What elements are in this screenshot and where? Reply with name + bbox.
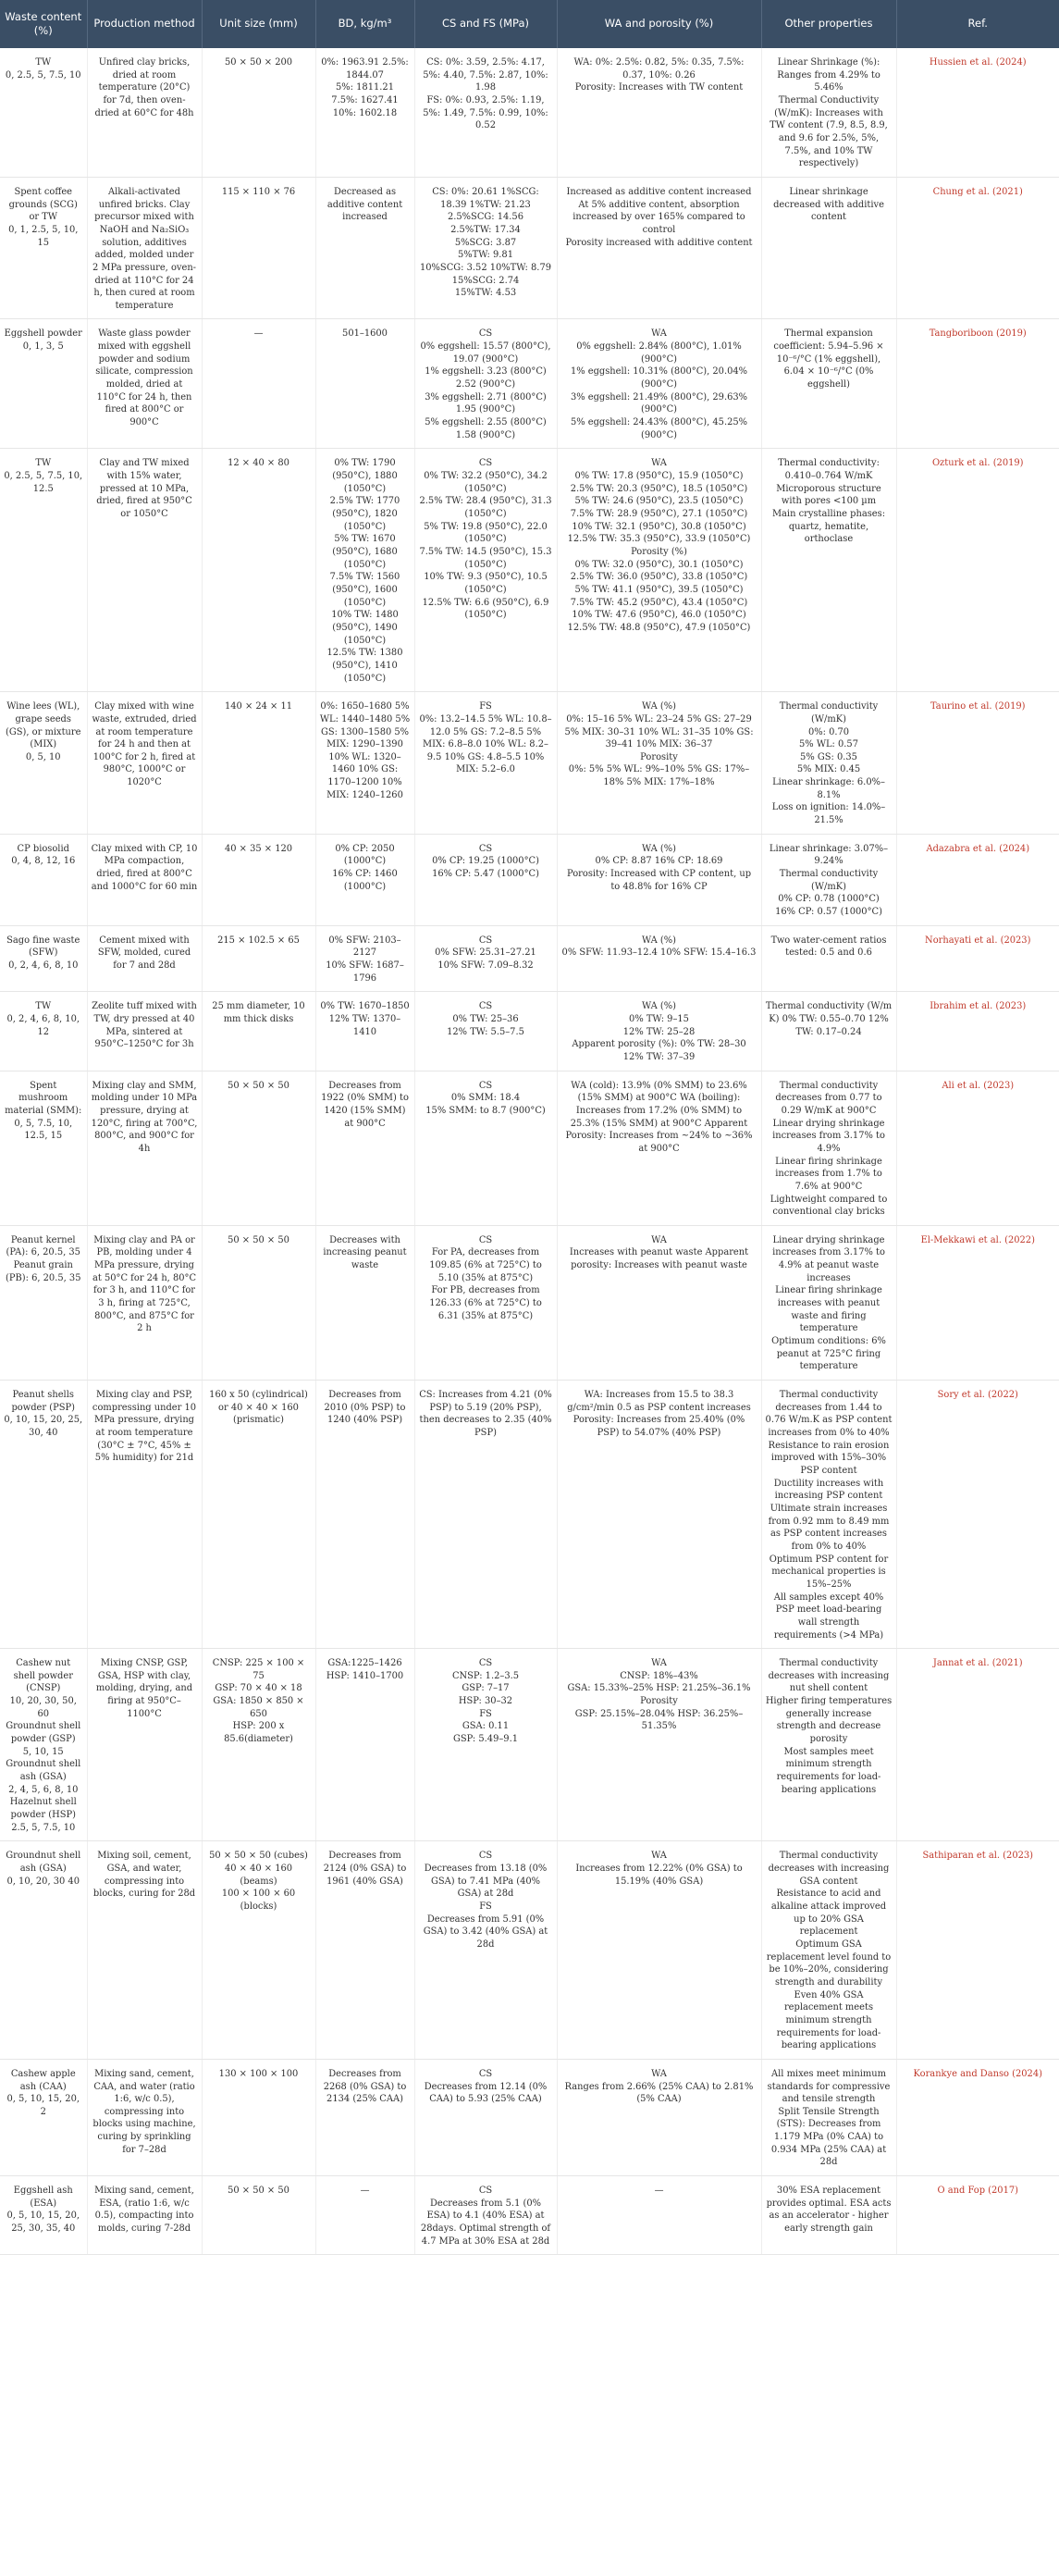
table-row: [0, 1841, 1059, 2060]
cell-production-method: Alkali-activated unfired bricks. Clay precursor mixed with NaOH and Na₂SiO₃ solution, additives added, molded under 2 MPa pressure, oven-dried at 110°C for 24 h, then cured at room temperature: [87, 177, 202, 319]
cell-production-method: Mixing sand, cement, CAA, and water (ratio 1:6, w/c 0.5), compressing into blocks using machine, curing by sprinkling for 7–28d: [87, 2059, 202, 2175]
cell-unit-size: 215 × 102.5 × 65: [202, 925, 315, 992]
cell-bulk-density: Decreased as additive content increased: [315, 177, 414, 319]
cell-production-method: Mixing sand, cement, ESA, (ratio 1:6, w/c 0.5), compacting into molds, curing 7-28d: [87, 2176, 202, 2255]
cell-unit-size: 50 × 50 × 50 (cubes) 40 × 40 × 160 (beams) 100 × 100 × 60 (blocks): [202, 1841, 315, 2060]
cell-wa-porosity: WA 0% eggshell: 2.84% (800°C), 1.01% (900°C) 1% eggshell: 10.31% (800°C), 20.04% (900°C) 3% eggshell: 21.49% (800°C), 29.63% (900°C) 5% eggshell: 24.43% (800°C), 45.25% (900°C): [557, 319, 761, 449]
table-row: [0, 449, 1059, 692]
cell-waste-content: Peanut kernel (PA): 6, 20.5, 35 Peanut grain (PB): 6, 20.5, 35: [0, 1225, 87, 1380]
cell-other-properties: Two water-cement ratios tested: 0.5 and 0.6: [761, 925, 896, 992]
cell-wa-porosity: WA: Increases from 15.5 to 38.3 g/cm²/min 0.5 as PSP content increases Porosity: Increases from 25.40% (0% PSP) to 54.07% (40% PSP): [557, 1381, 761, 1649]
cell-waste-content: TW 0, 2, 4, 6, 8, 10, 12: [0, 992, 87, 1071]
cell-unit-size: 25 mm diameter, 10 mm thick disks: [202, 992, 315, 1071]
cell-reference-link[interactable]: El-Mekkawi et al. (2022): [896, 1225, 1059, 1380]
cell-production-method: Mixing clay and SMM, molding under 10 MPa pressure, drying at 120°C, firing at 700°C, 800°C, and 900°C for 4h: [87, 1071, 202, 1225]
cell-bulk-density: 501–1600: [315, 319, 414, 449]
cell-cs-fs: CS 0% CP: 19.25 (1000°C) 16% CP: 5.47 (1000°C): [414, 834, 557, 925]
cell-waste-content: Cashew nut shell powder (CNSP) 10, 20, 30, 50, 60 Groundnut shell powder (GSP) 5, 10, 15 Groundnut shell ash (GSA) 2, 4, 5, 6, 8, 10 Hazelnut shell powder (HSP) 2.5, 5, 7.5, 10: [0, 1649, 87, 1841]
cell-other-properties: Thermal conductivity decreases from 1.44 to 0.76 W/m.K as PSP content increases from 0% to 40% Resistance to rain erosion improved with 15%–30% PSP content Ductility increases with increasing PSP content Ultimate strain increases from 0.92 mm to 8.49 mm as PSP content increases from 0% to 40% Optimum PSP content for mechanical properties is 15%–25% All samples except 40% PSP meet load-bearing wall strength requirements (>4 MPa): [761, 1381, 896, 1649]
cell-wa-porosity: WA CNSP: 18%–43% GSA: 15.33%–25% HSP: 21.25%–36.1% Porosity GSP: 25.15%–28.04% HSP: 36.25%–51.35%: [557, 1649, 761, 1841]
cell-bulk-density: 0%: 1650–1680 5% WL: 1440–1480 5% GS: 1300–1580 5% MIX: 1290–1390 10% WL: 1320–1460 10% GS: 1170–1200 10% MIX: 1240–1260: [315, 692, 414, 835]
cell-cs-fs: CS For PA, decreases from 109.85 (6% at 725°C) to 5.10 (35% at 875°C) For PB, decreases from 126.33 (6% at 725°C) to 6.31 (35% at 875°C): [414, 1225, 557, 1380]
cell-bulk-density: 0%: 1963.91 2.5%: 1844.07 5%: 1811.21 7.5%: 1627.41 10%: 1602.18: [315, 48, 414, 177]
cell-unit-size: 50 × 50 × 50: [202, 1071, 315, 1225]
table-row: [0, 834, 1059, 925]
cell-wa-porosity: WA Increases with peanut waste Apparent porosity: Increases with peanut waste: [557, 1225, 761, 1380]
cell-production-method: Zeolite tuff mixed with TW, dry pressed at 40 MPa, sintered at 950°C–1250°C for 3h: [87, 992, 202, 1071]
cell-other-properties: 30% ESA replacement provides optimal. ESA acts as an accelerator - higher early strength gain: [761, 2176, 896, 2255]
header-wa-porosity: WA and porosity (%): [557, 0, 761, 48]
header-reference: Ref.: [896, 0, 1059, 48]
cell-waste-content: Eggshell ash (ESA) 0, 5, 10, 15, 20, 25, 30, 35, 40: [0, 2176, 87, 2255]
cell-cs-fs: CS: 0%: 20.61 1%SCG: 18.39 1%TW: 21.23 2.5%SCG: 14.56 2.5%TW: 17.34 5%SCG: 3.87 5%TW: 9.81 10%SCG: 3.52 10%TW: 8.79 15%SCG: 2.74 15%TW: 4.53: [414, 177, 557, 319]
header-waste-content: Waste content (%): [0, 0, 87, 48]
table-row: [0, 1649, 1059, 1841]
cell-bulk-density: Decreases with increasing peanut waste: [315, 1225, 414, 1380]
cell-reference-link[interactable]: Ibrahim et al. (2023): [896, 992, 1059, 1071]
cell-production-method: Clay and TW mixed with 15% water, pressed at 10 MPa, dried, fired at 950°C or 1050°C: [87, 449, 202, 692]
cell-wa-porosity: WA (cold): 13.9% (0% SMM) to 23.6% (15% SMM) at 900°C WA (boiling): Increases from 17.2% (0% SMM) to 25.3% (15% SMM) at 900°C Apparent Porosity: Increases from ~24% to ~36% at 900°C: [557, 1071, 761, 1225]
table-body: [0, 48, 1059, 2255]
cell-waste-content: Spent mushroom material (SMM): 0, 5, 7.5, 10, 12.5, 15: [0, 1071, 87, 1225]
cell-waste-content: Peanut shells powder (PSP) 0, 10, 15, 20, 25, 30, 40: [0, 1381, 87, 1649]
cell-reference-link[interactable]: Norhayati et al. (2023): [896, 925, 1059, 992]
cell-waste-content: Groundnut shell ash (GSA) 0, 10, 20, 30 40: [0, 1841, 87, 2060]
cell-waste-content: Cashew apple ash (CAA) 0, 5, 10, 15, 20, 2: [0, 2059, 87, 2175]
table-row: [0, 319, 1059, 449]
cell-bulk-density: Decreases from 2124 (0% GSA) to 1961 (40% GSA): [315, 1841, 414, 2060]
cell-other-properties: Thermal conductivity decreases with increasing nut shell content Higher firing temperatures generally increase strength and decrease porosity Most samples meet minimum strength requirements for load-bearing applications: [761, 1649, 896, 1841]
cell-bulk-density: 0% TW: 1790 (950°C), 1880 (1050°C) 2.5% TW: 1770 (950°C), 1820 (1050°C) 5% TW: 1670 (950°C), 1680 (1050°C) 7.5% TW: 1560 (950°C), 1600 (1050°C) 10% TW: 1480 (950°C), 1490 (1050°C) 12.5% TW: 1380 (950°C), 1410 (1050°C): [315, 449, 414, 692]
cell-reference-link[interactable]: Ali et al. (2023): [896, 1071, 1059, 1225]
table-row: [0, 992, 1059, 1071]
cell-unit-size: 40 × 35 × 120: [202, 834, 315, 925]
cell-production-method: Clay mixed with CP, 10 MPa compaction, dried, fired at 800°C and 1000°C for 60 min: [87, 834, 202, 925]
cell-other-properties: Thermal conductivity decreases from 0.77 to 0.29 W/mK at 900°C Linear drying shrinkage increases from 3.17% to 4.9% Linear firing shrinkage increases from 1.7% to 7.6% at 900°C Lightweight compared to conventional clay bricks: [761, 1071, 896, 1225]
cell-reference-link[interactable]: Ozturk et al. (2019): [896, 449, 1059, 692]
cell-wa-porosity: WA Ranges from 2.66% (25% CAA) to 2.81% (5% CAA): [557, 2059, 761, 2175]
cell-waste-content: Spent coffee grounds (SCG) or TW 0, 1, 2.5, 5, 10, 15: [0, 177, 87, 319]
cell-production-method: Cement mixed with SFW, molded, cured for 7 and 28d: [87, 925, 202, 992]
cell-wa-porosity: WA: 0%: 2.5%: 0.82, 5%: 0.35, 7.5%: 0.37, 10%: 0.26 Porosity: Increases with TW content: [557, 48, 761, 177]
header-bulk-density: BD, kg/m³: [315, 0, 414, 48]
table-row: [0, 1225, 1059, 1380]
cell-wa-porosity: WA (%) 0% TW: 9–15 12% TW: 25–28 Apparent porosity (%): 0% TW: 28–30 12% TW: 37–39: [557, 992, 761, 1071]
cell-wa-porosity: WA Increases from 12.22% (0% GSA) to 15.19% (40% GSA): [557, 1841, 761, 2060]
cell-other-properties: Thermal conductivity (W/m K) 0% TW: 0.55–0.70 12% TW: 0.17–0.24: [761, 992, 896, 1071]
cell-reference-link[interactable]: Chung et al. (2021): [896, 177, 1059, 319]
cell-wa-porosity: WA 0% TW: 17.8 (950°C), 15.9 (1050°C) 2.5% TW: 20.3 (950°C), 18.5 (1050°C) 5% TW: 24.6 (950°C), 23.5 (1050°C) 7.5% TW: 28.9 (950°C), 27.1 (1050°C) 10% TW: 32.1 (950°C), 30.8 (1050°C) 12.5% TW: 35.3 (950°C), 33.9 (1050°C) Porosity (%) 0% TW: 32.0 (950°C), 30.1 (1050°C) 2.5% TW: 36.0 (950°C), 33.8 (1050°C) 5% TW: 41.1 (950°C), 39.5 (1050°C) 7.5% TW: 45.2 (950°C), 43.4 (1050°C) 10% TW: 47.6 (950°C), 46.0 (1050°C) 12.5% TW: 48.8 (950°C), 47.9 (1050°C): [557, 449, 761, 692]
cell-reference-link[interactable]: Jannat et al. (2021): [896, 1649, 1059, 1841]
header-cs-fs: CS and FS (MPa): [414, 0, 557, 48]
cell-cs-fs: CS 0% SMM: 18.4 15% SMM: to 8.7 (900°C): [414, 1071, 557, 1225]
table-row: [0, 692, 1059, 835]
table-row: [0, 1071, 1059, 1225]
cell-other-properties: Thermal conductivity decreases with increasing GSA content Resistance to acid and alkaline attack improved up to 20% GSA replacement Optimum GSA replacement level found to be 10%–20%, considering strength and durability Even 40% GSA replacement meets minimum strength requirements for load-bearing applications: [761, 1841, 896, 2060]
cell-wa-porosity: —: [557, 2176, 761, 2255]
cell-other-properties: Thermal expansion coefficient: 5.94–5.96 × 10⁻⁶/°C (1% eggshell), 6.04 × 10⁻⁶/°C (0% eggshell): [761, 319, 896, 449]
cell-unit-size: 50 × 50 × 50: [202, 2176, 315, 2255]
cell-cs-fs: CS Decreases from 5.1 (0% ESA) to 4.1 (40% ESA) at 28days. Optimal strength of 4.7 MPa at 30% ESA at 28d: [414, 2176, 557, 2255]
table-row: [0, 48, 1059, 177]
cell-bulk-density: 0% SFW: 2103–2127 10% SFW: 1687–1796: [315, 925, 414, 992]
cell-production-method: Mixing clay and PA or PB, molding under 4 MPa pressure, drying at 50°C for 24 h, 80°C for 3 h, and 110°C for 3 h, firing at 725°C, 800°C, and 875°C for 2 h: [87, 1225, 202, 1380]
cell-reference-link[interactable]: Tangboriboon (2019): [896, 319, 1059, 449]
cell-bulk-density: GSA:1225–1426 HSP: 1410–1700: [315, 1649, 414, 1841]
cell-bulk-density: Decreases from 2268 (0% GSA) to 2134 (25% CAA): [315, 2059, 414, 2175]
cell-unit-size: 140 × 24 × 11: [202, 692, 315, 835]
cell-cs-fs: CS 0% SFW: 25.31–27.21 10% SFW: 7.09–8.32: [414, 925, 557, 992]
cell-cs-fs: CS: Increases from 4.21 (0% PSP) to 5.19 (20% PSP), then decreases to 2.35 (40% PSP): [414, 1381, 557, 1649]
cell-bulk-density: 0% CP: 2050 (1000°C) 16% CP: 1460 (1000°C): [315, 834, 414, 925]
cell-unit-size: 115 × 110 × 76: [202, 177, 315, 319]
cell-waste-content: Wine lees (WL), grape seeds (GS), or mixture (MIX) 0, 5, 10: [0, 692, 87, 835]
cell-waste-content: TW 0, 2.5, 5, 7.5, 10: [0, 48, 87, 177]
header-other-properties: Other properties: [761, 0, 896, 48]
cell-unit-size: 160 x 50 (cylindrical) or 40 × 40 × 160 (prismatic): [202, 1381, 315, 1649]
cell-wa-porosity: WA (%) 0% SFW: 11.93–12.4 10% SFW: 15.4–16.3: [557, 925, 761, 992]
cell-production-method: Mixing soil, cement, GSA, and water, compressing into blocks, curing for 28d: [87, 1841, 202, 2060]
cell-other-properties: All mixes meet minimum standards for compressive and tensile strength Split Tensile Strength (STS): Decreases from 1.179 MPa (0% CAA) to 0.934 MPa (25% CAA) at 28d: [761, 2059, 896, 2175]
cell-unit-size: 130 × 100 × 100: [202, 2059, 315, 2175]
cell-other-properties: Linear shrinkage decreased with additive content: [761, 177, 896, 319]
cell-other-properties: Thermal conductivity: 0.410–0.764 W/mK Microporous structure with pores <100 µm Main crystalline phases: quartz, hematite, orthoclase: [761, 449, 896, 692]
cell-waste-content: Sago fine waste (SFW) 0, 2, 4, 6, 8, 10: [0, 925, 87, 992]
cell-other-properties: Thermal conductivity (W/mK) 0%: 0.70 5% WL: 0.57 5% GS: 0.35 5% MIX: 0.45 Linear shrinkage: 6.0%–8.1% Loss on ignition: 14.0%–21.5%: [761, 692, 896, 835]
cell-bulk-density: Decreases from 1922 (0% SMM) to 1420 (15% SMM) at 900°C: [315, 1071, 414, 1225]
cell-cs-fs: CS CNSP: 1.2–3.5 GSP: 7–17 HSP: 30–32 FS GSA: 0.11 GSP: 5.49–9.1: [414, 1649, 557, 1841]
cell-cs-fs: CS Decreases from 12.14 (0% CAA) to 5.93 (25% CAA): [414, 2059, 557, 2175]
cell-unit-size: 50 × 50 × 50: [202, 1225, 315, 1380]
cell-production-method: Waste glass powder mixed with eggshell powder and sodium silicate, compression molded, dried at 110°C for 24 h, then fired at 800°C or 900°C: [87, 319, 202, 449]
cell-cs-fs: CS Decreases from 13.18 (0% GSA) to 7.41 MPa (40% GSA) at 28d FS Decreases from 5.91 (0% GSA) to 3.42 (40% GSA) at 28d: [414, 1841, 557, 2060]
cell-waste-content: CP biosolid 0, 4, 8, 12, 16: [0, 834, 87, 925]
cell-cs-fs: CS 0% TW: 32.2 (950°C), 34.2 (1050°C) 2.5% TW: 28.4 (950°C), 31.3 (1050°C) 5% TW: 19.8 (950°C), 22.0 (1050°C) 7.5% TW: 14.5 (950°C), 15.3 (1050°C) 10% TW: 9.3 (950°C), 10.5 (1050°C) 12.5% TW: 6.6 (950°C), 6.9 (1050°C): [414, 449, 557, 692]
cell-other-properties: Linear drying shrinkage increases from 3.17% to 4.9% at peanut waste increases Linear firing shrinkage increases with peanut waste and firing temperature Optimum conditions: 6% peanut at 725°C firing temperature: [761, 1225, 896, 1380]
cell-reference-link[interactable]: Korankye and Danso (2024): [896, 2059, 1059, 2175]
cell-unit-size: 50 × 50 × 200: [202, 48, 315, 177]
table-row: [0, 1381, 1059, 1649]
cell-cs-fs: CS 0% eggshell: 15.57 (800°C), 19.07 (900°C) 1% eggshell: 3.23 (800°C) 2.52 (900°C) 3% eggshell: 2.71 (800°C) 1.95 (900°C) 5% eggshell: 2.55 (800°C) 1.58 (900°C): [414, 319, 557, 449]
cell-wa-porosity: Increased as additive content increased At 5% additive content, absorption increased by over 165% compared to control Porosity increased with additive content: [557, 177, 761, 319]
cell-reference-link[interactable]: Sathiparan et al. (2023): [896, 1841, 1059, 2060]
cell-bulk-density: Decreases from 2010 (0% PSP) to 1240 (40% PSP): [315, 1381, 414, 1649]
cell-wa-porosity: WA (%) 0%: 15–16 5% WL: 23–24 5% GS: 27–29 5% MIX: 30–31 10% WL: 31–35 10% GS: 39–41 10% MIX: 36–37 Porosity 0%: 5% 5% WL: 9%–10% 5% GS: 17%–18% 5% MIX: 17%–18%: [557, 692, 761, 835]
cell-production-method: Mixing CNSP, GSP, GSA, HSP with clay, molding, drying, and firing at 950°C–1100°C: [87, 1649, 202, 1841]
cell-unit-size: CNSP: 225 × 100 × 75 GSP: 70 × 40 × 18 GSA: 1850 × 850 × 650 HSP: 200 x 85.6(diameter): [202, 1649, 315, 1841]
cell-bulk-density: —: [315, 2176, 414, 2255]
cell-unit-size: —: [202, 319, 315, 449]
cell-cs-fs: CS 0% TW: 25–36 12% TW: 5.5–7.5: [414, 992, 557, 1071]
table-row: [0, 925, 1059, 992]
cell-reference-link[interactable]: Sory et al. (2022): [896, 1381, 1059, 1649]
cell-reference-link[interactable]: Taurino et al. (2019): [896, 692, 1059, 835]
cell-production-method: Mixing clay and PSP, compressing under 10 MPa pressure, drying at room temperature (30°C ± 7°C, 45% ± 5% humidity) for 21d: [87, 1381, 202, 1649]
cell-reference-link[interactable]: Hussien et al. (2024): [896, 48, 1059, 177]
cell-reference-link[interactable]: O and Fop (2017): [896, 2176, 1059, 2255]
cell-waste-content: TW 0, 2.5, 5, 7.5, 10, 12.5: [0, 449, 87, 692]
table-row: [0, 2176, 1059, 2255]
cell-other-properties: Linear shrinkage: 3.07%–9.24% Thermal conductivity (W/mK) 0% CP: 0.78 (1000°C) 16% CP: 0.57 (1000°C): [761, 834, 896, 925]
cell-cs-fs: FS 0%: 13.2–14.5 5% WL: 10.8–12.0 5% GS: 7.2–8.5 5% MIX: 6.8–8.0 10% WL: 8.2–9.5 10% GS: 4.8–5.5 10% MIX: 5.2–6.0: [414, 692, 557, 835]
cell-unit-size: 12 × 40 × 80: [202, 449, 315, 692]
cell-waste-content: Eggshell powder 0, 1, 3, 5: [0, 319, 87, 449]
cell-reference-link[interactable]: Adazabra et al. (2024): [896, 834, 1059, 925]
header-production-method: Production method: [87, 0, 202, 48]
cell-production-method: Unfired clay bricks, dried at room temperature (20°C) for 7d, then oven-dried at 60°C for 48h: [87, 48, 202, 177]
table-header-row: [0, 0, 1059, 48]
cell-other-properties: Linear Shrinkage (%): Ranges from 4.29% to 5.46% Thermal Conductivity (W/mK): Increases with TW content (7.9, 8.5, 8.9, and 9.6 for 2.5%, 5%, 7.5%, and 10% TW respectively): [761, 48, 896, 177]
table-row: [0, 177, 1059, 319]
cell-cs-fs: CS: 0%: 3.59, 2.5%: 4.17, 5%: 4.40, 7.5%: 2.87, 10%: 1.98 FS: 0%: 0.93, 2.5%: 1.19, 5%: 1.49, 7.5%: 0.99, 10%: 0.52: [414, 48, 557, 177]
header-unit-size: Unit size (mm): [202, 0, 315, 48]
cell-bulk-density: 0% TW: 1670–1850 12% TW: 1370–1410: [315, 992, 414, 1071]
cell-production-method: Clay mixed with wine waste, extruded, dried at room temperature for 24 h and then at 100°C for 2 h, fired at 980°C, 1000°C or 1020°C: [87, 692, 202, 835]
table-row: [0, 2059, 1059, 2175]
cell-wa-porosity: WA (%) 0% CP: 8.87 16% CP: 18.69 Porosity: Increased with CP content, up to 48.8% for 16% CP: [557, 834, 761, 925]
